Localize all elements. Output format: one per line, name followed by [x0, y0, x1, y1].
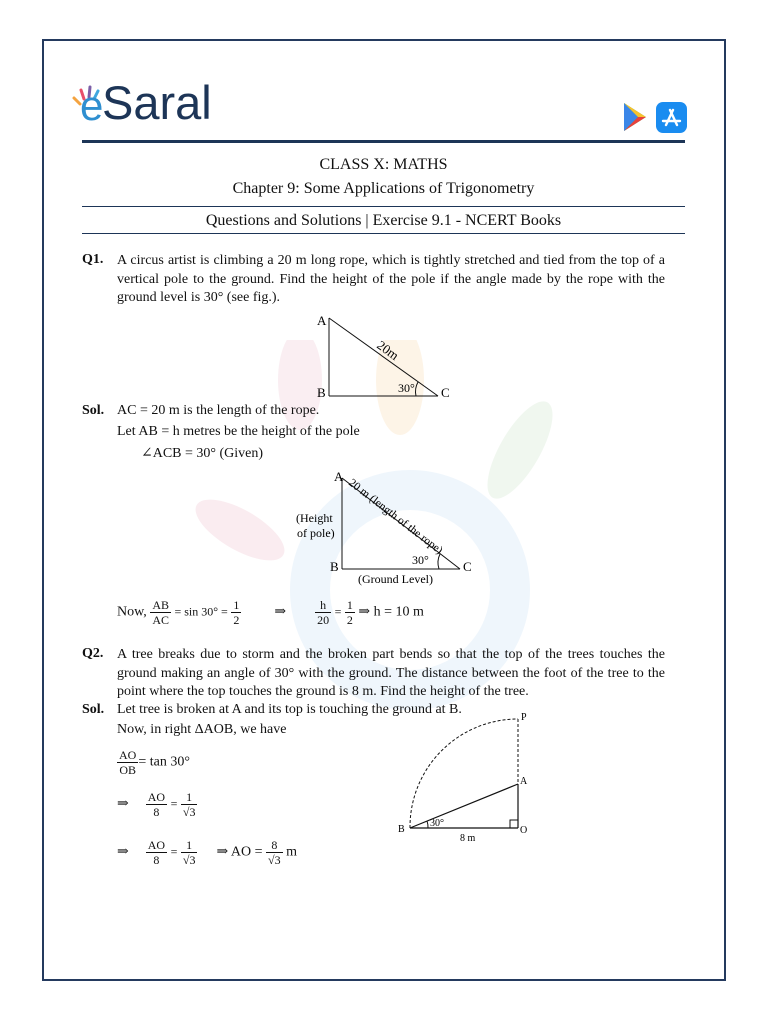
sol2-b-den: 8	[153, 805, 160, 819]
sol1-f3-den: 20	[317, 613, 330, 627]
sol1-eq1: = sin 30° =	[174, 604, 228, 619]
logo-e: e	[80, 82, 104, 129]
rule-2	[82, 233, 685, 234]
sol1-fig-pole1: (Height	[296, 511, 333, 525]
sol1-f2-num: 1	[233, 598, 240, 612]
sol1-eq2: =	[334, 604, 342, 619]
sol2-arrow-c: ⇒	[117, 844, 129, 860]
sol2-c3-num: 8	[266, 838, 283, 853]
sol1-line2: Let AB = h metres be the height of the pole	[117, 424, 360, 439]
logo-text: Saral	[102, 76, 212, 129]
rule-1	[82, 206, 685, 207]
sol1-label: Sol.	[82, 403, 105, 418]
sol1-f1-den: AC	[152, 613, 169, 627]
q1-fig-a: A	[317, 313, 327, 328]
q1-fig-b: B	[317, 385, 326, 400]
play-store-icon[interactable]	[624, 103, 646, 131]
sol1-f4-den: 2	[346, 613, 353, 627]
sol2-c-unit: m	[286, 844, 298, 860]
sol2-figure	[392, 706, 542, 850]
sol1-fig-b: B	[330, 559, 339, 574]
sol2-c-eq: =	[170, 844, 178, 859]
sol1-fig-ground: (Ground Level)	[358, 572, 433, 586]
sol2-eq-b	[117, 790, 197, 819]
q1-text: A circus artist is climbing a 20 m long rope, which is tightly stretched and tied from the top of a vertical pole to the ground. Find the height of the pole if the angle made by the rope with the ground level is 30° (see fig.).	[117, 253, 665, 305]
chapter-title: Chapter 9: Some Applications of Trigonometry	[232, 180, 535, 197]
sol2-line2: Now, in right ΔAOB, we have	[117, 722, 287, 737]
sol2-a-den: OB	[119, 763, 136, 777]
sol1-f4-num: 1	[346, 598, 353, 612]
sol2-fig-p: P	[521, 712, 527, 723]
sol2-c-den: 8	[153, 853, 160, 867]
sol1-fig-pole2: of pole)	[297, 526, 335, 540]
sol2-a-eq: = tan 30°	[138, 754, 190, 770]
sol1-fig-a: A	[334, 469, 344, 484]
sol2-c-num: AO	[147, 838, 166, 852]
sol1-fig-angle: 30°	[412, 553, 429, 567]
app-store-icon[interactable]	[656, 102, 687, 133]
q1-fig-angle: 30°	[398, 381, 415, 395]
sol1-fig-c: C	[463, 559, 472, 574]
class-title: CLASS X: MATHS	[319, 156, 448, 173]
sol2-eq-a	[117, 748, 190, 777]
sol1-f1-num: AB	[152, 598, 169, 612]
sol2-b-num: AO	[147, 790, 166, 804]
q2-label: Q2.	[82, 646, 104, 661]
sol1-arrow: ⇒	[274, 604, 287, 620]
q2-text: A tree breaks due to storm and the broken part bends so that the top of the trees touches the ground making an angle of 30° with the ground. The distance between the foot of the tree to the point where the top touches the ground is 8 m. Find the height of the tree.	[117, 647, 665, 699]
store-icons	[622, 101, 688, 135]
sol2-eq-c	[117, 838, 297, 867]
sol2-b2-den: √3	[182, 805, 196, 819]
sol2-c-res: ⇒ AO =	[216, 844, 263, 860]
sol2-c2-num: 1	[181, 838, 198, 853]
sol1-now: Now,	[117, 604, 147, 620]
exercise-title: Questions and Solutions | Exercise 9.1 - NCERT Books	[205, 212, 562, 229]
sol2-c2-den: √3	[182, 853, 196, 867]
sol2-fig-b: B	[398, 824, 405, 835]
sol2-c3-den: √3	[268, 853, 281, 867]
q1-fig-rope: 20m	[374, 337, 402, 364]
q1-fig-c: C	[441, 385, 450, 400]
sol2-fig-dist: 8 m	[460, 833, 476, 844]
sol2-b2-num: 1	[181, 790, 198, 805]
header-rule	[82, 140, 685, 143]
q1-figure	[310, 308, 460, 404]
sol1-equation	[117, 598, 424, 627]
sol2-fig-angle: 30°	[430, 818, 444, 829]
sol1-f3-num: h	[315, 598, 331, 613]
sol1-line3: ∠ACB = 30° (Given)	[141, 446, 264, 461]
sol2-line1: Let tree is broken at A and its top is touching the ground at B.	[117, 702, 462, 717]
sol2-arrow-b: ⇒	[117, 796, 129, 812]
sol2-fig-o: O	[520, 825, 528, 836]
sol2-a-num: AO	[119, 748, 137, 762]
q1-label: Q1.	[82, 252, 104, 267]
sol1-line1: AC = 20 m is the length of the rope.	[117, 403, 320, 418]
sol2-b-eq: =	[170, 796, 178, 811]
sol1-fig-rope: 20 m (length of the rope)	[346, 476, 445, 557]
sol1-f2-den: 2	[233, 613, 240, 627]
sol1-result: ⇒ h = 10 m	[358, 604, 424, 620]
sol2-fig-a: A	[520, 776, 528, 787]
sol1-figure	[290, 468, 480, 588]
sol2-label: Sol.	[82, 702, 105, 717]
